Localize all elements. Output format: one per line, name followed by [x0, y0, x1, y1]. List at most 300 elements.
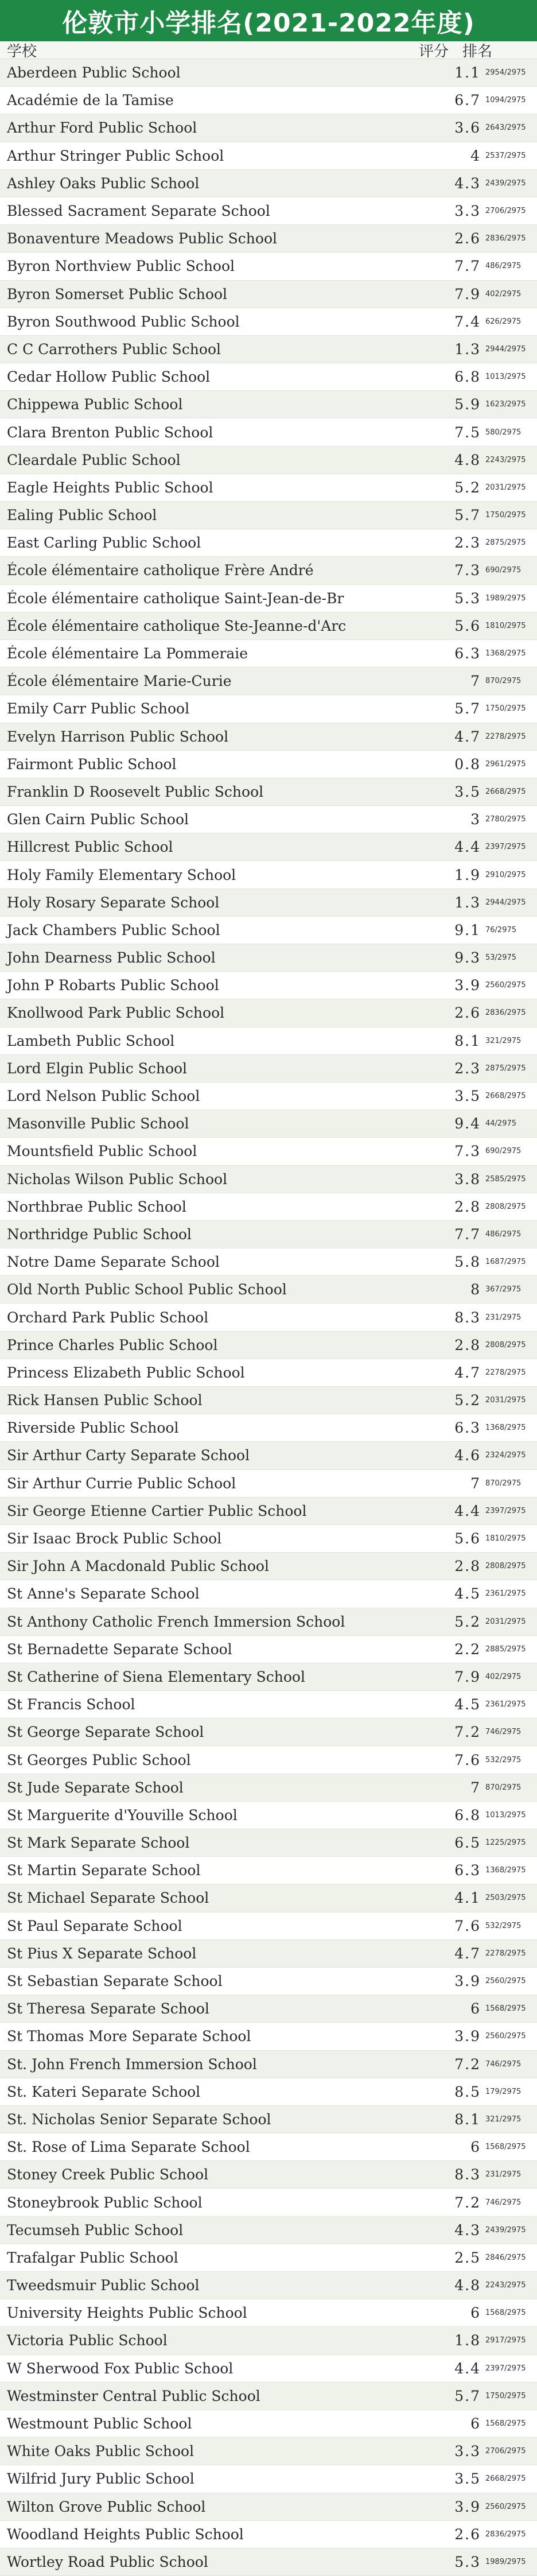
table-row [0, 917, 537, 944]
school-rank: 1810/2975 [485, 621, 526, 630]
school-name: St Bernadette Separate School [7, 1640, 232, 1658]
school-rank: 76/2975 [485, 925, 517, 934]
school-rank: 2537/2975 [485, 151, 526, 160]
school-name: Emily Carr Public School [7, 700, 190, 717]
school-score: 7.2 [454, 2055, 481, 2073]
school-score: 2.8 [454, 1336, 481, 1353]
school-name: St. Rose of Lima Separate School [7, 2139, 250, 2156]
table-row [0, 1442, 537, 1469]
school-score: 4 [470, 147, 481, 164]
table-row [0, 1912, 537, 1940]
school-rank: 2668/2975 [485, 787, 526, 796]
school-rank: 2875/2975 [485, 538, 526, 548]
school-name: St Sebastian Separate School [7, 1973, 223, 1990]
school-rank: 1568/2975 [485, 2004, 526, 2014]
school-name: Ashley Oaks Public School [7, 174, 200, 192]
school-score: 9.4 [454, 1115, 481, 1132]
table-row [0, 806, 537, 833]
page-title: 伦敦市小学排名(2021-2022年度) [0, 0, 537, 41]
school-rank: 1687/2975 [485, 1258, 526, 1267]
school-name: Ealing Public School [7, 507, 157, 524]
school-rank: 690/2975 [485, 1147, 522, 1156]
header-score: 评分 [418, 42, 449, 60]
school-rank: 2278/2975 [485, 732, 526, 741]
school-score: 2.6 [454, 230, 481, 247]
school-name: Eagle Heights Public School [7, 479, 213, 496]
school-score: 6 [470, 2415, 481, 2433]
school-name: Westmount Public School [7, 2415, 192, 2433]
school-name: Aberdeen Public School [7, 64, 181, 82]
school-name: École élémentaire catholique Saint-Jean-de-Br [7, 589, 344, 607]
school-score: 3.5 [454, 1088, 481, 1105]
table-row [0, 1166, 537, 1193]
table-row [0, 2465, 537, 2493]
table-row [0, 142, 537, 170]
school-name: Notre Dame Separate School [7, 1254, 220, 1271]
table-row [0, 87, 537, 114]
school-rank: 321/2975 [485, 1036, 522, 1045]
table-row [0, 2189, 537, 2216]
school-rank: 1568/2975 [485, 2143, 526, 2152]
school-name: Stoney Creek Public School [7, 2166, 209, 2183]
table-row [0, 2299, 537, 2327]
school-score: 7.2 [454, 1724, 481, 1741]
school-rank: 746/2975 [485, 1728, 522, 1737]
school-score: 3.9 [454, 1973, 481, 1990]
school-name: St. Kateri Separate School [7, 2083, 201, 2100]
school-score: 6.8 [454, 368, 481, 386]
school-rank: 690/2975 [485, 566, 522, 575]
school-rank: 2243/2975 [485, 455, 526, 464]
table-row [0, 418, 537, 446]
school-name: Sir Arthur Carty Separate School [7, 1447, 250, 1464]
school-name: Northbrae Public School [7, 1198, 186, 1215]
school-score: 6 [470, 2139, 481, 2156]
school-name: St Marguerite d'Youville School [7, 1806, 238, 1824]
school-score: 3 [470, 811, 481, 828]
school-rank: 2668/2975 [485, 2474, 526, 2484]
school-score: 7.4 [454, 313, 481, 330]
school-rank: 367/2975 [485, 1285, 522, 1294]
school-name: Glen Cairn Public School [7, 811, 189, 828]
school-rank: 2836/2975 [485, 1008, 526, 1018]
school-score: 2.3 [454, 534, 481, 552]
school-name: St Anne's Separate School [7, 1585, 200, 1603]
school-rank: 2808/2975 [485, 1562, 526, 1571]
school-rank: 2944/2975 [485, 898, 526, 907]
school-score: 8.5 [454, 2083, 481, 2100]
school-name: Sir John A Macdonald Public School [7, 1558, 269, 1575]
table-row [0, 2438, 537, 2465]
school-name: Tweedsmuir Public School [7, 2277, 200, 2294]
school-score: 7 [470, 1779, 481, 1796]
school-rank: 2780/2975 [485, 815, 526, 824]
school-name: Lambeth Public School [7, 1032, 175, 1049]
table-row [0, 1193, 537, 1221]
school-rank: 2560/2975 [485, 2032, 526, 2041]
table-row [0, 253, 537, 280]
school-score: 3.6 [454, 119, 481, 137]
school-score: 7 [470, 673, 481, 690]
table-row [0, 972, 537, 999]
school-name: École élémentaire catholique Ste-Jeanne-d'Arc [7, 617, 347, 634]
table-row [0, 1498, 537, 1525]
school-rank: 321/2975 [485, 2115, 522, 2124]
school-name: Arthur Ford Public School [7, 119, 197, 137]
school-rank: 2668/2975 [485, 1092, 526, 1101]
school-score: 7.7 [454, 1225, 481, 1243]
school-rank: 1368/2975 [485, 1866, 526, 1875]
school-name: Wilton Grove Public School [7, 2498, 206, 2515]
table-row [0, 1636, 537, 1663]
table-row [0, 1802, 537, 1829]
table-row [0, 2106, 537, 2133]
table-row [0, 170, 537, 197]
school-rank: 2439/2975 [485, 2225, 526, 2234]
school-rank: 2585/2975 [485, 1174, 526, 1184]
table-row [0, 1940, 537, 1968]
school-name: Holy Family Elementary School [7, 866, 236, 883]
school-score: 5.6 [454, 617, 481, 634]
school-score: 5.3 [454, 589, 481, 607]
table-row [0, 281, 537, 308]
school-rank: 2031/2975 [485, 483, 526, 492]
school-rank: 532/2975 [485, 1921, 522, 1930]
school-rank: 2324/2975 [485, 1451, 526, 1460]
school-name: Masonville Public School [7, 1115, 189, 1132]
school-score: 5.8 [454, 1254, 481, 1271]
school-name: École élémentaire La Pommeraie [7, 645, 248, 662]
school-rank: 2875/2975 [485, 1064, 526, 1073]
school-score: 4.8 [454, 451, 481, 468]
school-name: Victoria Public School [7, 2332, 168, 2349]
table-row [0, 1884, 537, 1912]
school-rank: 2706/2975 [485, 207, 526, 216]
table-row [0, 1248, 537, 1276]
school-rank: 2560/2975 [485, 1977, 526, 1986]
school-rank: 2503/2975 [485, 1894, 526, 1903]
table-row [0, 225, 537, 253]
school-table [0, 59, 537, 2576]
school-score: 1.3 [454, 340, 481, 358]
school-score: 2.8 [454, 1198, 481, 1215]
school-rank: 2439/2975 [485, 179, 526, 188]
school-rank: 231/2975 [485, 1313, 522, 1322]
school-name: École élémentaire catholique Frère André [7, 562, 314, 579]
school-score: 7.6 [454, 1917, 481, 1934]
school-name: Bonaventure Meadows Public School [7, 230, 278, 247]
table-row [0, 1774, 537, 1802]
table-row [0, 1470, 537, 1498]
school-score: 4.7 [454, 1364, 481, 1381]
table-row [0, 833, 537, 861]
table-row [0, 861, 537, 889]
table-row [0, 944, 537, 972]
table-row [0, 2133, 537, 2161]
school-score: 8.3 [454, 2166, 481, 2183]
table-row [0, 1829, 537, 1857]
header-school: 学校 [7, 42, 37, 60]
school-name: Fairmont Public School [7, 755, 177, 773]
school-rank: 2397/2975 [485, 1506, 526, 1515]
school-rank: 2954/2975 [485, 68, 526, 77]
school-name: Cleardale Public School [7, 451, 181, 468]
table-row [0, 778, 537, 806]
school-name: St Francis School [7, 1696, 135, 1713]
school-score: 7.9 [454, 1668, 481, 1685]
school-rank: 53/2975 [485, 953, 517, 963]
school-name: Westminster Central Public School [7, 2387, 260, 2404]
school-rank: 1094/2975 [485, 96, 526, 105]
school-score: 1.1 [454, 64, 481, 82]
school-name: Knollwood Park Public School [7, 1004, 225, 1022]
school-rank: 2706/2975 [485, 2447, 526, 2456]
school-score: 4.8 [454, 2277, 481, 2294]
school-rank: 2031/2975 [485, 1617, 526, 1626]
school-score: 7.5 [454, 424, 481, 441]
school-score: 3.3 [454, 2443, 481, 2460]
table-row [0, 1995, 537, 2023]
school-name: Nicholas Wilson Public School [7, 1170, 228, 1188]
school-score: 2.5 [454, 2249, 481, 2266]
school-rank: 580/2975 [485, 428, 522, 437]
school-score: 3.9 [454, 2498, 481, 2515]
school-score: 8.1 [454, 1032, 481, 1049]
school-score: 5.2 [454, 479, 481, 496]
school-name: Académie de la Tamise [7, 92, 174, 109]
school-score: 7.3 [454, 562, 481, 579]
school-rank: 2808/2975 [485, 1202, 526, 1211]
school-rank: 402/2975 [485, 1672, 522, 1681]
school-rank: 2278/2975 [485, 1368, 526, 1377]
school-score: 5.7 [454, 507, 481, 524]
school-score: 0.8 [454, 755, 481, 773]
table-row [0, 1718, 537, 1746]
school-rank: 2846/2975 [485, 2253, 526, 2262]
school-rank: 2560/2975 [485, 981, 526, 990]
table-row [0, 474, 537, 502]
table-row [0, 2548, 537, 2576]
school-name: Arthur Stringer Public School [7, 147, 224, 164]
table-row [0, 1608, 537, 1636]
table-row [0, 2051, 537, 2078]
school-score: 5.2 [454, 1392, 481, 1409]
school-rank: 2361/2975 [485, 1700, 526, 1709]
school-score: 8 [470, 1281, 481, 1298]
school-name: Lord Nelson Public School [7, 1088, 200, 1105]
school-name: St Mark Separate School [7, 1834, 190, 1852]
school-name: Northridge Public School [7, 1225, 192, 1243]
table-row [0, 2383, 537, 2410]
table-row [0, 612, 537, 640]
school-name: St Catherine of Siena Elementary School [7, 1668, 305, 1685]
school-name: Cedar Hollow Public School [7, 368, 211, 386]
school-name: John Dearness Public School [7, 949, 216, 967]
school-rank: 870/2975 [485, 677, 522, 686]
school-score: 8.1 [454, 2111, 481, 2128]
school-rank: 486/2975 [485, 1229, 522, 1239]
school-score: 3.9 [454, 977, 481, 994]
school-name: Woodland Heights Public School [7, 2525, 244, 2543]
school-score: 5.6 [454, 1530, 481, 1547]
school-rank: 1013/2975 [485, 373, 526, 382]
school-name: John P Robarts Public School [7, 977, 219, 994]
table-row [0, 336, 537, 363]
table-row [0, 2078, 537, 2106]
school-rank: 870/2975 [485, 1479, 522, 1488]
school-score: 7.9 [454, 285, 481, 302]
school-rank: 1225/2975 [485, 1838, 526, 1848]
school-rank: 626/2975 [485, 317, 522, 326]
school-name: Mountsfield Public School [7, 1143, 197, 1160]
table-row [0, 999, 537, 1027]
school-name: C C Carrothers Public School [7, 340, 221, 358]
table-row [0, 2410, 537, 2438]
school-rank: 746/2975 [485, 2059, 522, 2069]
table-row [0, 1359, 537, 1387]
school-rank: 746/2975 [485, 2198, 522, 2207]
school-score: 3.9 [454, 2028, 481, 2045]
school-name: St. John French Immersion School [7, 2055, 257, 2073]
school-name: Jack Chambers Public School [7, 921, 220, 938]
school-score: 5.7 [454, 2387, 481, 2404]
school-score: 6.5 [454, 1834, 481, 1852]
school-rank: 2643/2975 [485, 123, 526, 133]
school-score: 4.7 [454, 1945, 481, 1962]
school-name: St Martin Separate School [7, 1862, 201, 1879]
school-score: 2.6 [454, 1004, 481, 1022]
school-score: 3.5 [454, 783, 481, 800]
school-score: 2.8 [454, 1558, 481, 1575]
school-rank: 2910/2975 [485, 870, 526, 879]
table-row [0, 1110, 537, 1138]
school-score: 6.7 [454, 92, 481, 109]
school-rank: 2560/2975 [485, 2502, 526, 2511]
school-name: Clara Brenton Public School [7, 424, 213, 441]
school-name: St Michael Separate School [7, 1890, 209, 1907]
school-score: 5.7 [454, 700, 481, 717]
table-row [0, 1414, 537, 1442]
table-row [0, 447, 537, 474]
table-row [0, 2023, 537, 2050]
school-name: Blessed Sacrament Separate School [7, 203, 270, 220]
school-score: 5.3 [454, 2553, 481, 2570]
school-rank: 2031/2975 [485, 1396, 526, 1405]
table-row [0, 2161, 537, 2189]
table-row [0, 2355, 537, 2383]
table-row [0, 1857, 537, 1884]
table-row [0, 2272, 537, 2299]
school-name: St Anthony Catholic French Immersion School [7, 1613, 345, 1630]
school-rank: 402/2975 [485, 289, 522, 298]
school-rank: 2808/2975 [485, 1340, 526, 1349]
school-score: 6.3 [454, 1419, 481, 1437]
school-rank: 1013/2975 [485, 1810, 526, 1820]
table-row [0, 114, 537, 142]
table-row [0, 1276, 537, 1303]
school-rank: 2885/2975 [485, 1644, 526, 1654]
school-name: Byron Northview Public School [7, 258, 235, 275]
school-score: 6.3 [454, 1862, 481, 1879]
school-score: 4.7 [454, 728, 481, 745]
school-name: Sir Isaac Brock Public School [7, 1530, 222, 1547]
school-rank: 2397/2975 [485, 843, 526, 852]
school-score: 6.8 [454, 1806, 481, 1824]
school-name: Holy Rosary Separate School [7, 894, 220, 911]
school-rank: 532/2975 [485, 1755, 522, 1764]
school-rank: 1568/2975 [485, 2419, 526, 2428]
school-rank: 1568/2975 [485, 2309, 526, 2318]
school-rank: 1750/2975 [485, 704, 526, 713]
table-row [0, 1221, 537, 1248]
school-score: 5.2 [454, 1613, 481, 1630]
school-name: St Georges Public School [7, 1751, 191, 1768]
school-score: 1.9 [454, 866, 481, 883]
table-row [0, 1691, 537, 1718]
table-row [0, 1138, 537, 1165]
school-name: École élémentaire Marie-Curie [7, 673, 232, 690]
school-score: 4.3 [454, 2221, 481, 2239]
table-row [0, 1553, 537, 1580]
school-rank: 1750/2975 [485, 2391, 526, 2400]
table-row [0, 1663, 537, 1691]
school-score: 7.7 [454, 258, 481, 275]
school-rank: 2278/2975 [485, 1949, 526, 1958]
table-row [0, 723, 537, 751]
table-row [0, 1303, 537, 1331]
school-rank: 1810/2975 [485, 1534, 526, 1543]
school-name: Riverside Public School [7, 1419, 179, 1437]
school-rank: 2917/2975 [485, 2336, 526, 2345]
table-row [0, 1027, 537, 1055]
school-name: Old North Public School Public School [7, 1281, 287, 1298]
school-rank: 486/2975 [485, 262, 522, 271]
table-row [0, 557, 537, 584]
school-rank: 1989/2975 [485, 593, 526, 603]
school-score: 4.5 [454, 1585, 481, 1603]
school-name: Sir Arthur Currie Public School [7, 1475, 236, 1492]
school-rank: 2397/2975 [485, 2364, 526, 2373]
school-name: St Pius X Separate School [7, 1945, 197, 1962]
school-name: Sir George Etienne Cartier Public School [7, 1502, 307, 1519]
school-score: 4.4 [454, 2360, 481, 2377]
school-score: 6 [470, 2305, 481, 2322]
table-row [0, 668, 537, 695]
school-rank: 1989/2975 [485, 2557, 526, 2566]
school-name: Prince Charles Public School [7, 1336, 218, 1353]
school-rank: 231/2975 [485, 2170, 522, 2179]
school-score: 4.3 [454, 174, 481, 192]
school-rank: 1750/2975 [485, 511, 526, 520]
table-row [0, 391, 537, 418]
school-rank: 2243/2975 [485, 2281, 526, 2290]
school-score: 7.2 [454, 2194, 481, 2211]
school-score: 8.3 [454, 1309, 481, 1326]
table-row [0, 1525, 537, 1553]
table-row [0, 2217, 537, 2244]
school-name: Franklin D Roosevelt Public School [7, 783, 264, 800]
school-rank: 179/2975 [485, 2087, 522, 2096]
school-rank: 1623/2975 [485, 400, 526, 409]
school-score: 2.2 [454, 1640, 481, 1658]
school-score: 4.1 [454, 1890, 481, 1907]
school-score: 1.8 [454, 2332, 481, 2349]
table-row [0, 1968, 537, 1995]
school-score: 6.3 [454, 645, 481, 662]
school-rank: 1368/2975 [485, 1423, 526, 1433]
table-row [0, 1580, 537, 1608]
school-name: Byron Southwood Public School [7, 313, 240, 330]
